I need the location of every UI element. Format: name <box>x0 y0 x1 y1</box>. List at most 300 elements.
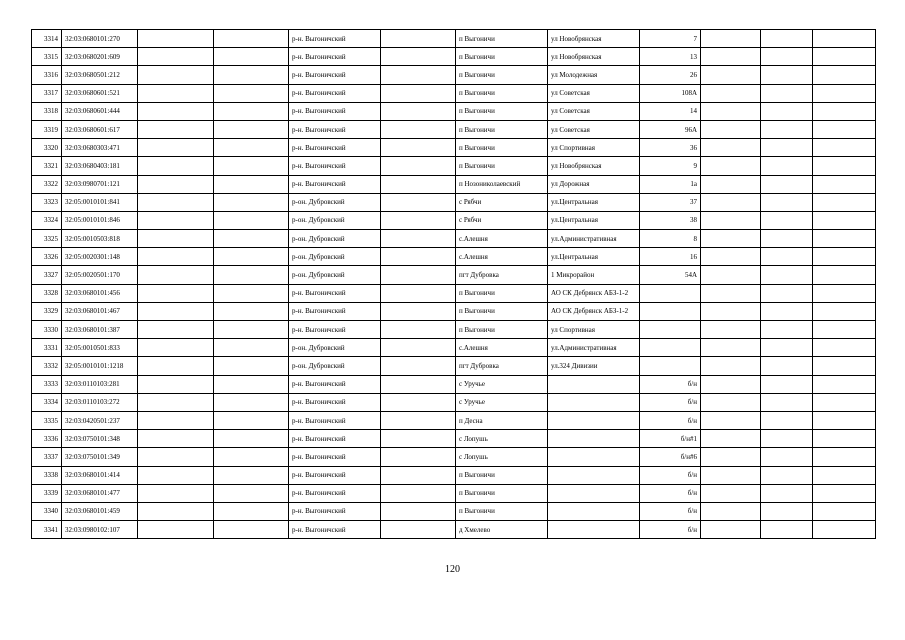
cadastral-number-cell: 32:03:0110103:272 <box>62 393 138 411</box>
table-row <box>32 284 876 302</box>
empty-cell <box>761 339 813 357</box>
empty-cell <box>813 284 876 302</box>
settlement-cell: п Выгоничи <box>456 157 548 175</box>
empty-cell <box>701 102 761 120</box>
cadastral-number-cell: 32:03:0680601:521 <box>62 84 138 102</box>
row-number-cell: 3327 <box>32 266 62 284</box>
house-number-cell: 38 <box>640 211 701 229</box>
house-number-cell: б/н#1 <box>640 430 701 448</box>
empty-cell <box>214 157 289 175</box>
empty-cell <box>214 211 289 229</box>
table-row <box>32 411 876 429</box>
empty-cell <box>381 48 456 66</box>
house-number-cell: 7 <box>640 30 701 48</box>
street-cell: ул Спортивная <box>548 321 640 339</box>
empty-cell <box>701 321 761 339</box>
table-row <box>32 30 876 48</box>
empty-cell <box>701 375 761 393</box>
street-cell: ул Советская <box>548 120 640 138</box>
house-number-cell: 96А <box>640 120 701 138</box>
street-cell: АО СК Дебрянск АБЗ-1-2 <box>548 302 640 320</box>
empty-cell <box>761 120 813 138</box>
empty-cell <box>761 375 813 393</box>
empty-cell <box>761 211 813 229</box>
settlement-cell: п Выгоничи <box>456 466 548 484</box>
property-table-body <box>32 30 876 539</box>
street-cell: ул.324 Дивизии <box>548 357 640 375</box>
empty-cell <box>214 230 289 248</box>
empty-cell <box>813 430 876 448</box>
empty-cell <box>214 284 289 302</box>
district-cell: р-н. Выгоничский <box>289 521 381 539</box>
empty-cell <box>138 30 214 48</box>
empty-cell <box>761 430 813 448</box>
empty-cell <box>813 120 876 138</box>
cadastral-number-cell: 32:03:0110103:281 <box>62 375 138 393</box>
empty-cell <box>701 193 761 211</box>
empty-cell <box>138 357 214 375</box>
house-number-cell <box>640 302 701 320</box>
empty-cell <box>701 230 761 248</box>
settlement-cell: с.Алешня <box>456 230 548 248</box>
empty-cell <box>813 393 876 411</box>
row-number-cell: 3323 <box>32 193 62 211</box>
cadastral-number-cell: 32:05:0010101:1218 <box>62 357 138 375</box>
empty-cell <box>381 157 456 175</box>
table-row <box>32 175 876 193</box>
empty-cell <box>381 30 456 48</box>
street-cell: 1 Микрорайон <box>548 266 640 284</box>
empty-cell <box>813 339 876 357</box>
district-cell: р-н. Выгоничский <box>289 321 381 339</box>
empty-cell <box>138 266 214 284</box>
row-number-cell: 3324 <box>32 211 62 229</box>
row-number-cell: 3318 <box>32 102 62 120</box>
page-number: 120 <box>445 564 460 575</box>
district-cell: р-н. Выгоничский <box>289 484 381 502</box>
empty-cell <box>381 120 456 138</box>
empty-cell <box>761 502 813 520</box>
settlement-cell: с Лопушь <box>456 430 548 448</box>
empty-cell <box>701 339 761 357</box>
empty-cell <box>701 66 761 84</box>
cadastral-number-cell: 32:03:0680601:444 <box>62 102 138 120</box>
row-number-cell: 3336 <box>32 430 62 448</box>
settlement-cell: с Уручье <box>456 375 548 393</box>
house-number-cell: 8 <box>640 230 701 248</box>
table-row <box>32 102 876 120</box>
house-number-cell: б/н <box>640 502 701 520</box>
empty-cell <box>138 120 214 138</box>
settlement-cell: п Нозониколаевский <box>456 175 548 193</box>
row-number-cell: 3315 <box>32 48 62 66</box>
empty-cell <box>214 175 289 193</box>
empty-cell <box>381 466 456 484</box>
empty-cell <box>214 193 289 211</box>
empty-cell <box>138 430 214 448</box>
row-number-cell: 3319 <box>32 120 62 138</box>
empty-cell <box>813 357 876 375</box>
empty-cell <box>381 448 456 466</box>
house-number-cell <box>640 321 701 339</box>
house-number-cell: б/н <box>640 375 701 393</box>
district-cell: р-н. Выгоничский <box>289 411 381 429</box>
empty-cell <box>761 448 813 466</box>
empty-cell <box>381 193 456 211</box>
street-cell <box>548 393 640 411</box>
empty-cell <box>813 84 876 102</box>
empty-cell <box>381 211 456 229</box>
empty-cell <box>138 66 214 84</box>
house-number-cell: б/н <box>640 393 701 411</box>
table-row <box>32 430 876 448</box>
settlement-cell: п Выгоничи <box>456 484 548 502</box>
cadastral-number-cell: 32:03:0680403:181 <box>62 157 138 175</box>
empty-cell <box>761 321 813 339</box>
cadastral-number-cell: 32:03:0680601:617 <box>62 120 138 138</box>
street-cell: ул.Административная <box>548 339 640 357</box>
empty-cell <box>214 248 289 266</box>
empty-cell <box>701 466 761 484</box>
empty-cell <box>701 84 761 102</box>
empty-cell <box>214 430 289 448</box>
empty-cell <box>761 139 813 157</box>
district-cell: р-н. Выгоничский <box>289 139 381 157</box>
house-number-cell: б/н#6 <box>640 448 701 466</box>
empty-cell <box>813 448 876 466</box>
empty-cell <box>381 375 456 393</box>
settlement-cell: с Уручье <box>456 393 548 411</box>
street-cell: ул.Центральная <box>548 193 640 211</box>
street-cell: ул Спортивная <box>548 139 640 157</box>
street-cell: ул Молодежная <box>548 66 640 84</box>
empty-cell <box>701 139 761 157</box>
empty-cell <box>813 248 876 266</box>
empty-cell <box>214 502 289 520</box>
settlement-cell: п Десна <box>456 411 548 429</box>
district-cell: р-н. Выгоничский <box>289 120 381 138</box>
empty-cell <box>381 139 456 157</box>
empty-cell <box>813 211 876 229</box>
empty-cell <box>761 393 813 411</box>
table-row <box>32 339 876 357</box>
street-cell: ул Дорожная <box>548 175 640 193</box>
cadastral-number-cell: 32:05:0010501:833 <box>62 339 138 357</box>
house-number-cell: 108А <box>640 84 701 102</box>
empty-cell <box>701 211 761 229</box>
row-number-cell: 3329 <box>32 302 62 320</box>
row-number-cell: 3339 <box>32 484 62 502</box>
district-cell: р-н. Выгоничский <box>289 430 381 448</box>
table-row <box>32 120 876 138</box>
district-cell: р-н. Выгоничский <box>289 30 381 48</box>
settlement-cell: п Выгоничи <box>456 120 548 138</box>
settlement-cell: п Выгоничи <box>456 102 548 120</box>
settlement-cell: п Выгоничи <box>456 139 548 157</box>
house-number-cell: 37 <box>640 193 701 211</box>
empty-cell <box>214 521 289 539</box>
empty-cell <box>381 393 456 411</box>
empty-cell <box>381 284 456 302</box>
district-cell: р-н. Выгоничский <box>289 48 381 66</box>
row-number-cell: 3335 <box>32 411 62 429</box>
empty-cell <box>381 321 456 339</box>
empty-cell <box>761 466 813 484</box>
house-number-cell: 26 <box>640 66 701 84</box>
district-cell: р-он. Дубровский <box>289 230 381 248</box>
cadastral-number-cell: 32:03:0680303:471 <box>62 139 138 157</box>
table-row <box>32 84 876 102</box>
empty-cell <box>138 157 214 175</box>
row-number-cell: 3333 <box>32 375 62 393</box>
cadastral-number-cell: 32:03:0680101:467 <box>62 302 138 320</box>
table-row <box>32 448 876 466</box>
empty-cell <box>813 175 876 193</box>
empty-cell <box>701 448 761 466</box>
row-number-cell: 3341 <box>32 521 62 539</box>
empty-cell <box>813 411 876 429</box>
empty-cell <box>701 521 761 539</box>
empty-cell <box>214 484 289 502</box>
empty-cell <box>381 248 456 266</box>
settlement-cell: д Хмелево <box>456 521 548 539</box>
house-number-cell: 1а <box>640 175 701 193</box>
empty-cell <box>138 321 214 339</box>
district-cell: р-н. Выгоничский <box>289 448 381 466</box>
district-cell: р-он. Дубровский <box>289 211 381 229</box>
district-cell: р-он. Дубровский <box>289 339 381 357</box>
empty-cell <box>761 48 813 66</box>
house-number-cell: 9 <box>640 157 701 175</box>
table-row <box>32 502 876 520</box>
row-number-cell: 3314 <box>32 30 62 48</box>
district-cell: р-н. Выгоничский <box>289 393 381 411</box>
district-cell: р-н. Выгоничский <box>289 375 381 393</box>
row-number-cell: 3338 <box>32 466 62 484</box>
house-number-cell: б/н <box>640 411 701 429</box>
house-number-cell: 14 <box>640 102 701 120</box>
row-number-cell: 3330 <box>32 321 62 339</box>
empty-cell <box>138 339 214 357</box>
house-number-cell: 54А <box>640 266 701 284</box>
empty-cell <box>214 393 289 411</box>
empty-cell <box>214 102 289 120</box>
empty-cell <box>138 102 214 120</box>
empty-cell <box>701 302 761 320</box>
table-row <box>32 321 876 339</box>
house-number-cell: б/н <box>640 521 701 539</box>
empty-cell <box>214 84 289 102</box>
empty-cell <box>138 521 214 539</box>
settlement-cell: пгт Дубровка <box>456 266 548 284</box>
empty-cell <box>138 230 214 248</box>
empty-cell <box>381 339 456 357</box>
settlement-cell: с Рябчи <box>456 211 548 229</box>
row-number-cell: 3337 <box>32 448 62 466</box>
street-cell <box>548 502 640 520</box>
empty-cell <box>214 266 289 284</box>
empty-cell <box>701 284 761 302</box>
settlement-cell: п Выгоничи <box>456 321 548 339</box>
empty-cell <box>761 84 813 102</box>
empty-cell <box>813 193 876 211</box>
table-row <box>32 157 876 175</box>
empty-cell <box>761 248 813 266</box>
cadastral-number-cell: 32:03:0680201:609 <box>62 48 138 66</box>
table-row <box>32 484 876 502</box>
empty-cell <box>214 48 289 66</box>
empty-cell <box>214 302 289 320</box>
cadastral-number-cell: 32:03:0420501:237 <box>62 411 138 429</box>
settlement-cell: с Рябчи <box>456 193 548 211</box>
table-row <box>32 266 876 284</box>
empty-cell <box>138 302 214 320</box>
empty-cell <box>138 484 214 502</box>
empty-cell <box>138 139 214 157</box>
empty-cell <box>214 30 289 48</box>
street-cell <box>548 411 640 429</box>
empty-cell <box>138 466 214 484</box>
street-cell: АО СК Дебрянск АБЗ-1-2 <box>548 284 640 302</box>
empty-cell <box>761 302 813 320</box>
empty-cell <box>813 375 876 393</box>
empty-cell <box>813 48 876 66</box>
settlement-cell: с.Алешня <box>456 339 548 357</box>
street-cell: ул Новобрянская <box>548 157 640 175</box>
empty-cell <box>214 357 289 375</box>
cadastral-number-cell: 32:05:0010101:846 <box>62 211 138 229</box>
empty-cell <box>138 248 214 266</box>
empty-cell <box>761 484 813 502</box>
empty-cell <box>761 230 813 248</box>
street-cell <box>548 448 640 466</box>
empty-cell <box>381 502 456 520</box>
empty-cell <box>813 102 876 120</box>
row-number-cell: 3326 <box>32 248 62 266</box>
district-cell: р-н. Выгоничский <box>289 302 381 320</box>
empty-cell <box>381 357 456 375</box>
empty-cell <box>813 139 876 157</box>
empty-cell <box>813 502 876 520</box>
table-row <box>32 375 876 393</box>
street-cell: ул Новобрянская <box>548 48 640 66</box>
street-cell: ул.Административная <box>548 230 640 248</box>
empty-cell <box>701 120 761 138</box>
street-cell <box>548 430 640 448</box>
row-number-cell: 3332 <box>32 357 62 375</box>
empty-cell <box>813 466 876 484</box>
street-cell <box>548 521 640 539</box>
table-row <box>32 466 876 484</box>
empty-cell <box>813 157 876 175</box>
empty-cell <box>138 411 214 429</box>
empty-cell <box>138 375 214 393</box>
settlement-cell: п Выгоничи <box>456 66 548 84</box>
cadastral-number-cell: 32:03:0680501:212 <box>62 66 138 84</box>
street-cell <box>548 484 640 502</box>
row-number-cell: 3331 <box>32 339 62 357</box>
empty-cell <box>381 230 456 248</box>
empty-cell <box>138 393 214 411</box>
cadastral-number-cell: 32:03:0680101:477 <box>62 484 138 502</box>
street-cell <box>548 375 640 393</box>
row-number-cell: 3321 <box>32 157 62 175</box>
empty-cell <box>138 284 214 302</box>
empty-cell <box>381 302 456 320</box>
empty-cell <box>761 66 813 84</box>
empty-cell <box>381 102 456 120</box>
empty-cell <box>138 502 214 520</box>
row-number-cell: 3334 <box>32 393 62 411</box>
district-cell: р-н. Выгоничский <box>289 66 381 84</box>
table-row <box>32 193 876 211</box>
empty-cell <box>214 339 289 357</box>
district-cell: р-он. Дубровский <box>289 193 381 211</box>
settlement-cell: п Выгоничи <box>456 302 548 320</box>
empty-cell <box>813 266 876 284</box>
empty-cell <box>701 157 761 175</box>
district-cell: р-н. Выгоничский <box>289 157 381 175</box>
empty-cell <box>761 30 813 48</box>
empty-cell <box>761 521 813 539</box>
empty-cell <box>701 411 761 429</box>
empty-cell <box>701 393 761 411</box>
district-cell: р-он. Дубровский <box>289 248 381 266</box>
district-cell: р-н. Выгоничский <box>289 284 381 302</box>
empty-cell <box>761 102 813 120</box>
district-cell: р-н. Выгоничский <box>289 102 381 120</box>
cadastral-number-cell: 32:03:0980701:121 <box>62 175 138 193</box>
street-cell <box>548 466 640 484</box>
empty-cell <box>381 175 456 193</box>
house-number-cell: 36 <box>640 139 701 157</box>
settlement-cell: п Выгоничи <box>456 284 548 302</box>
table-row <box>32 302 876 320</box>
settlement-cell: с Лопушь <box>456 448 548 466</box>
empty-cell <box>701 48 761 66</box>
empty-cell <box>701 248 761 266</box>
district-cell: р-н. Выгоничский <box>289 466 381 484</box>
empty-cell <box>761 193 813 211</box>
cadastral-number-cell: 32:05:0010101:841 <box>62 193 138 211</box>
settlement-cell: пгт Дубровка <box>456 357 548 375</box>
empty-cell <box>214 321 289 339</box>
table-row <box>32 357 876 375</box>
house-number-cell <box>640 339 701 357</box>
empty-cell <box>138 211 214 229</box>
empty-cell <box>813 521 876 539</box>
cadastral-number-cell: 32:05:0020301:148 <box>62 248 138 266</box>
street-cell: ул.Центральная <box>548 211 640 229</box>
street-cell: ул Новобрянская <box>548 30 640 48</box>
empty-cell <box>701 484 761 502</box>
cadastral-number-cell: 32:03:0750101:349 <box>62 448 138 466</box>
street-cell: ул Советская <box>548 102 640 120</box>
empty-cell <box>214 411 289 429</box>
district-cell: р-н. Выгоничский <box>289 502 381 520</box>
empty-cell <box>813 302 876 320</box>
empty-cell <box>138 448 214 466</box>
row-number-cell: 3322 <box>32 175 62 193</box>
cadastral-number-cell: 32:03:0680101:414 <box>62 466 138 484</box>
row-number-cell: 3340 <box>32 502 62 520</box>
empty-cell <box>381 484 456 502</box>
row-number-cell: 3317 <box>32 84 62 102</box>
cadastral-number-cell: 32:03:0680101:270 <box>62 30 138 48</box>
empty-cell <box>761 357 813 375</box>
empty-cell <box>214 375 289 393</box>
empty-cell <box>813 321 876 339</box>
